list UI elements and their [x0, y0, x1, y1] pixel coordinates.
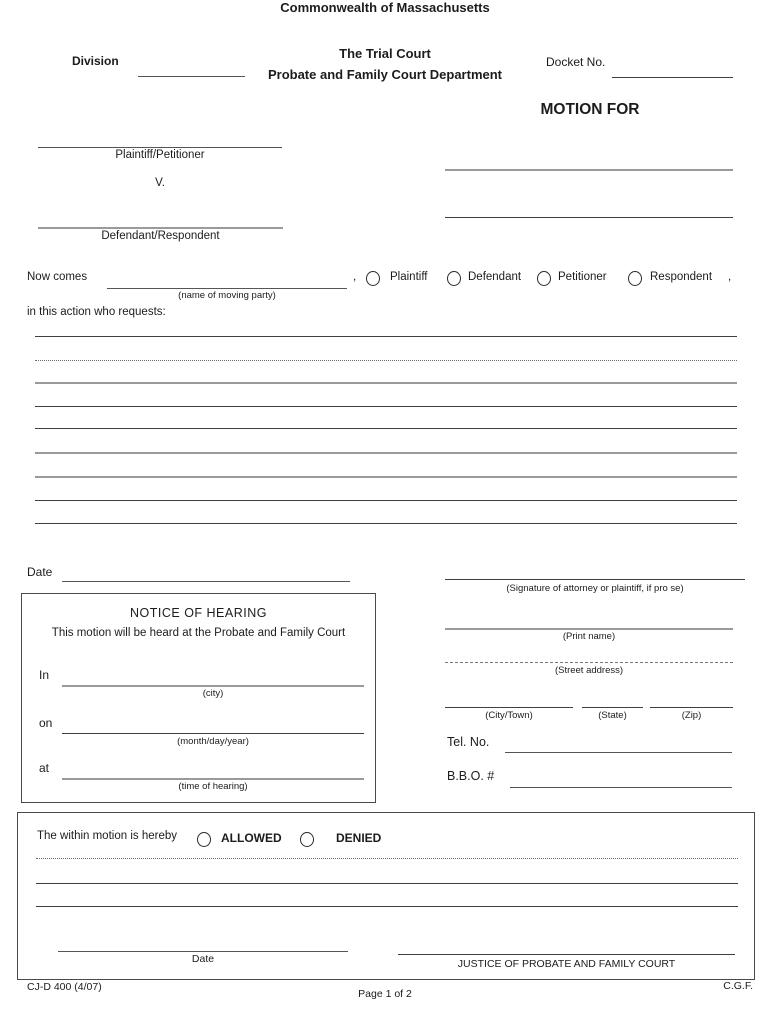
hearing-date-hint: (month/day/year) [177, 736, 249, 747]
justice-signature-input-line[interactable] [398, 954, 735, 955]
court-name-line1: Commonwealth of Massachusetts [280, 0, 490, 15]
hearing-city-label: In [39, 668, 50, 682]
court-name-line3: Probate and Family Court Department [267, 67, 503, 82]
signature-input-line[interactable] [445, 579, 745, 580]
request-line[interactable] [35, 476, 737, 478]
hearing-time-input-line[interactable] [62, 778, 364, 780]
docket-number-label: Docket No. [546, 55, 606, 69]
order-date-input-line[interactable] [58, 951, 348, 952]
respondent-role-label: Respondent [650, 271, 713, 283]
now-comes-label: Now comes [27, 271, 88, 283]
court-order-box [17, 812, 755, 980]
date-input-line[interactable] [62, 581, 350, 582]
request-line[interactable] [35, 428, 737, 429]
denied-radio[interactable] [300, 832, 314, 847]
date-label: Date [27, 565, 53, 579]
court-name-line2: The Trial Court [339, 46, 431, 61]
hearing-city-input-line[interactable] [62, 685, 364, 687]
versus-label: V. [155, 177, 165, 189]
order-date-label: Date [191, 953, 215, 965]
hearing-time-label: at [39, 761, 50, 775]
defendant-name-input-line[interactable] [38, 227, 283, 229]
justice-label: JUSTICE OF PROBATE AND FAMILY COURT [457, 958, 676, 970]
moving-party-name-input-line[interactable] [107, 288, 347, 289]
order-line[interactable] [36, 906, 738, 907]
plaintiff-name-input-line[interactable] [38, 147, 282, 148]
denied-label: DENIED [336, 831, 382, 845]
plaintiff-caption-label: Plaintiff/Petitioner [115, 149, 205, 161]
trailing-comma: , [728, 271, 732, 283]
street-address-input-line[interactable] [445, 662, 733, 663]
order-line[interactable] [36, 858, 738, 859]
zip-input-line[interactable] [650, 707, 733, 708]
moving-party-name-hint: (name of moving party) [178, 290, 276, 301]
notice-of-hearing-box [21, 593, 376, 803]
telephone-label: Tel. No. [447, 735, 490, 749]
state-hint: (State) [598, 710, 627, 721]
hearing-city-hint: (city) [202, 688, 224, 699]
order-intro-label: The within motion is hereby [37, 830, 177, 842]
page-number-label: Page 1 of 2 [358, 988, 412, 1000]
hearing-date-input-line[interactable] [62, 733, 364, 734]
division-label: Division [72, 54, 119, 68]
street-address-hint: (Street address) [554, 665, 624, 676]
request-line[interactable] [35, 452, 737, 454]
state-input-line[interactable] [582, 707, 643, 708]
petitioner-role-label: Petitioner [558, 271, 607, 283]
petitioner-radio[interactable] [537, 271, 551, 286]
request-line[interactable] [35, 360, 737, 361]
form-number-label: CJ-D 400 (4/07) [27, 981, 102, 993]
requests-intro-label: in this action who requests: [27, 306, 166, 318]
bbo-number-label: B.B.O. # [447, 769, 495, 783]
city-town-input-line[interactable] [445, 707, 573, 708]
notice-title: NOTICE OF HEARING [130, 606, 267, 620]
request-line[interactable] [35, 382, 737, 384]
allowed-label: ALLOWED [221, 831, 282, 845]
allowed-radio[interactable] [197, 832, 211, 847]
request-line[interactable] [35, 523, 737, 524]
division-input-line[interactable] [138, 76, 245, 77]
motion-title: MOTION FOR [540, 101, 640, 118]
motion-name-input-line-2[interactable] [445, 217, 733, 218]
defendant-caption-label: Defendant/Respondent [101, 230, 220, 242]
print-name-input-line[interactable] [445, 628, 733, 630]
defendant-radio[interactable] [447, 271, 461, 286]
order-line[interactable] [36, 883, 738, 884]
notice-subtitle: This motion will be heard at the Probate and Family Court [51, 627, 346, 639]
motion-name-input-line-1[interactable] [445, 169, 733, 171]
respondent-radio[interactable] [628, 271, 642, 286]
telephone-input-line[interactable] [505, 752, 732, 753]
print-name-hint: (Print name) [562, 631, 616, 642]
comma-separator: , [353, 271, 357, 283]
hearing-time-hint: (time of hearing) [178, 781, 248, 792]
bbo-number-input-line[interactable] [510, 787, 732, 788]
defendant-role-label: Defendant [468, 271, 522, 283]
plaintiff-radio[interactable] [366, 271, 380, 286]
zip-hint: (Zip) [681, 710, 702, 721]
signature-hint: (Signature of attorney or plaintiff, if pro se) [506, 583, 684, 594]
city-town-hint: (City/Town) [485, 710, 533, 721]
revision-label: C.G.F. [723, 980, 753, 992]
request-line[interactable] [35, 336, 737, 337]
docket-number-input-line[interactable] [612, 77, 733, 78]
request-line[interactable] [35, 406, 737, 407]
request-line[interactable] [35, 500, 737, 501]
hearing-date-label: on [39, 716, 53, 730]
plaintiff-role-label: Plaintiff [390, 271, 428, 283]
